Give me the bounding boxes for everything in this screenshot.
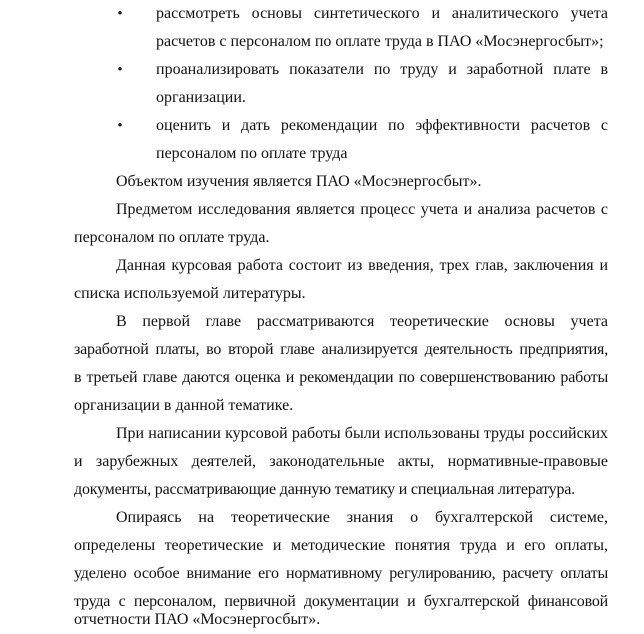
bullet-text-line: расчетов с персоналом по оплате труда в ПАО «Мосэнергосбыт»;: [156, 33, 604, 50]
paragraph-line: определены теоретические и методические понятия труда и его оплаты,: [74, 537, 608, 554]
paragraph-line: уделено особое внимание его нормативному регулированию, расчету оплаты: [74, 565, 608, 582]
paragraph-line: и зарубежных деятелей, законодательные акты, нормативные-правовые: [74, 453, 608, 470]
paragraph-line: списка используемой литературы.: [74, 285, 306, 302]
bullet-text-line: оценить и дать рекомендации по эффективности расчетов с: [156, 117, 608, 134]
paragraph-line: При написании курсовой работы были использованы труды российских: [116, 425, 608, 442]
bullet-text-line: организации.: [156, 89, 246, 106]
paragraph-line: Предметом исследования является процесс учета и анализа расчетов с: [116, 201, 608, 218]
bullet-text-line: проанализировать показатели по труду и заработной плате в: [156, 61, 608, 78]
paragraph-line: В первой главе рассматриваются теоретические основы учета: [116, 313, 608, 330]
paragraph-line: организации в данной тематике.: [74, 397, 294, 414]
bullet-marker: •: [117, 62, 123, 78]
paragraph-line: Объектом изучения является ПАО «Мосэнергосбыт».: [116, 173, 482, 190]
paragraph-line: труда с персоналом, первичной документации и бухгалтерской финансовой: [74, 593, 608, 610]
bullet-marker: •: [117, 118, 123, 134]
paragraph-line: Опираясь на теоретические знания о бухгалтерской системе,: [116, 509, 608, 526]
bullet-text-line: персоналом по оплате труда: [156, 145, 348, 162]
paragraph-line: отчетности ПАО «Мосэнергосбыт».: [74, 611, 321, 628]
paragraph-line: Данная курсовая работа состоит из введения, трех глав, заключения и: [116, 257, 608, 274]
paragraph-line: в третьей главе даются оценка и рекомендации по совершенствованию работы: [74, 369, 608, 386]
bullet-text-line: рассмотреть основы синтетического и аналитического учета: [156, 5, 608, 22]
paragraph-line: документы, рассматривающие данную тематику и специальная литература.: [74, 481, 575, 498]
paragraph-line: персоналом по оплате труда.: [74, 229, 270, 246]
paragraph-line: заработной платы, во второй главе анализируется деятельность предприятия,: [74, 341, 608, 358]
bullet-marker: •: [117, 6, 123, 22]
